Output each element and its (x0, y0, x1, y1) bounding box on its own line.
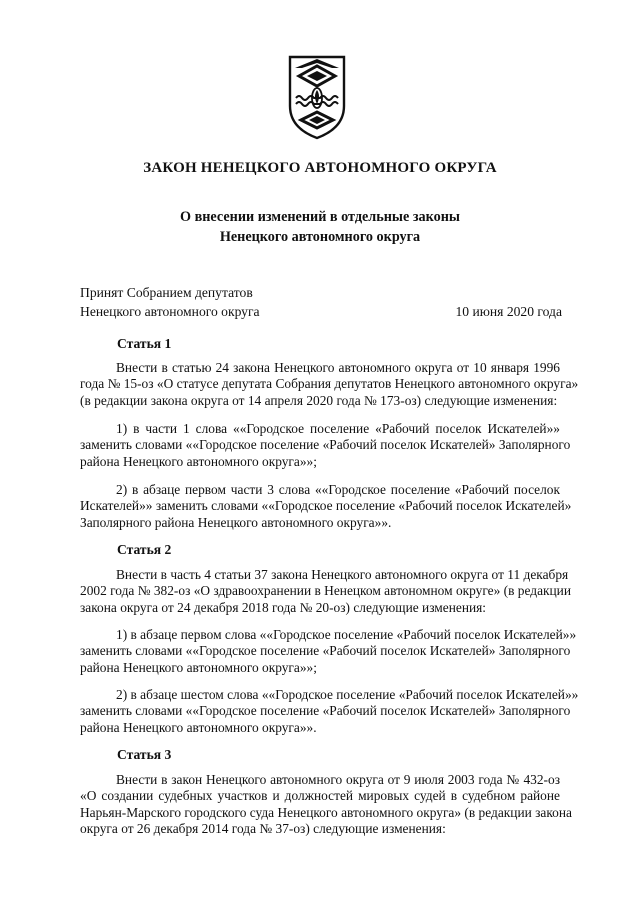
text-line: Искателей»» заменить словами ««Городское поселение «Рабочий поселок Искателей» (80, 498, 572, 514)
article-3-heading: Статья 3 (117, 747, 172, 762)
adoption-note (80, 283, 260, 321)
text-line: заменить словами ««Городское поселение «Рабочий поселок Искателей» Заполярного (80, 643, 571, 659)
article-1-item-2 (80, 482, 572, 531)
adoption-note-line-2: Ненецкого автономного округа (80, 304, 260, 319)
text-line: закона округа от 24 декабря 2018 года № 20-оз) следующие изменения: (80, 599, 487, 615)
coat-of-arms-icon (287, 54, 347, 140)
text-line: 1) в части 1 слова ««Городское поселение «Рабочий поселок Искателей»» (116, 421, 560, 436)
text-line: района Ненецкого автономного округа»». (80, 719, 317, 735)
text-line: района Ненецкого автономного округа»»; (80, 453, 317, 469)
article-1-item-1 (80, 421, 571, 470)
article-2-item-1 (80, 627, 577, 676)
article-1-heading: Статья 1 (117, 336, 172, 351)
article-2-item-2 (80, 687, 579, 736)
law-title: ЗАКОН НЕНЕЦКОГО АВТОНОМНОГО ОКРУГА (143, 160, 497, 176)
text-line: 2) в абзаце первом части 3 слова ««Городское поселение «Рабочий поселок (116, 482, 560, 497)
text-line: «О создании судебных участков и должностей мировых судей в судебном районе (80, 788, 560, 804)
law-subtitle-line-2: Ненецкого автономного округа (219, 229, 421, 245)
text-line: района Ненецкого автономного округа»»; (80, 659, 317, 675)
article-3-intro (80, 772, 572, 838)
law-subtitle-line-1: О внесении изменений в отдельные законы (180, 209, 460, 225)
text-line: округа от 26 декабря 2014 года № 37-оз) следующие изменения: (80, 821, 446, 837)
text-line: Внести в закон Ненецкого автономного округа от 9 июля 2003 года № 432-оз (116, 772, 560, 787)
adoption-date: 10 июня 2020 года (455, 304, 562, 319)
text-line: Внести в статью 24 закона Ненецкого автономного округа от 10 января 1996 (116, 360, 560, 375)
adoption-note-line-1: Принят Собранием депутатов (80, 285, 253, 300)
text-line: заменить словами ««Городское поселение «Рабочий поселок Искателей» Заполярного (80, 703, 571, 719)
text-line: 2) в абзаце шестом слова ««Городское поселение «Рабочий поселок Искателей»» (116, 687, 579, 702)
article-2-intro (80, 567, 572, 616)
text-line: Заполярного района Ненецкого автономного округа»». (80, 514, 392, 530)
text-line: Внести в часть 4 статьи 37 закона Ненецкого автономного округа от 11 декабря (116, 567, 569, 582)
article-1-intro (80, 360, 579, 409)
text-line: 2002 года № 382-оз «О здравоохранении в Ненецком автономном округе» (в редакции (80, 583, 572, 599)
text-line: года № 15-оз «О статусе депутата Собрания депутатов Ненецкого автономного округа» (80, 376, 579, 392)
text-line: заменить словами ««Городское поселение «Рабочий поселок Искателей» Заполярного (80, 437, 571, 453)
text-line: (в редакции закона округа от 14 апреля 2020 года № 173-оз) следующие изменения: (80, 392, 558, 408)
article-2-heading: Статья 2 (117, 542, 172, 557)
text-line: Нарьян-Марского городского суда Ненецкого автономного округа» (в редакции закона (80, 804, 572, 820)
text-line: 1) в абзаце первом слова ««Городское поселение «Рабочий поселок Искателей»» (116, 627, 577, 642)
